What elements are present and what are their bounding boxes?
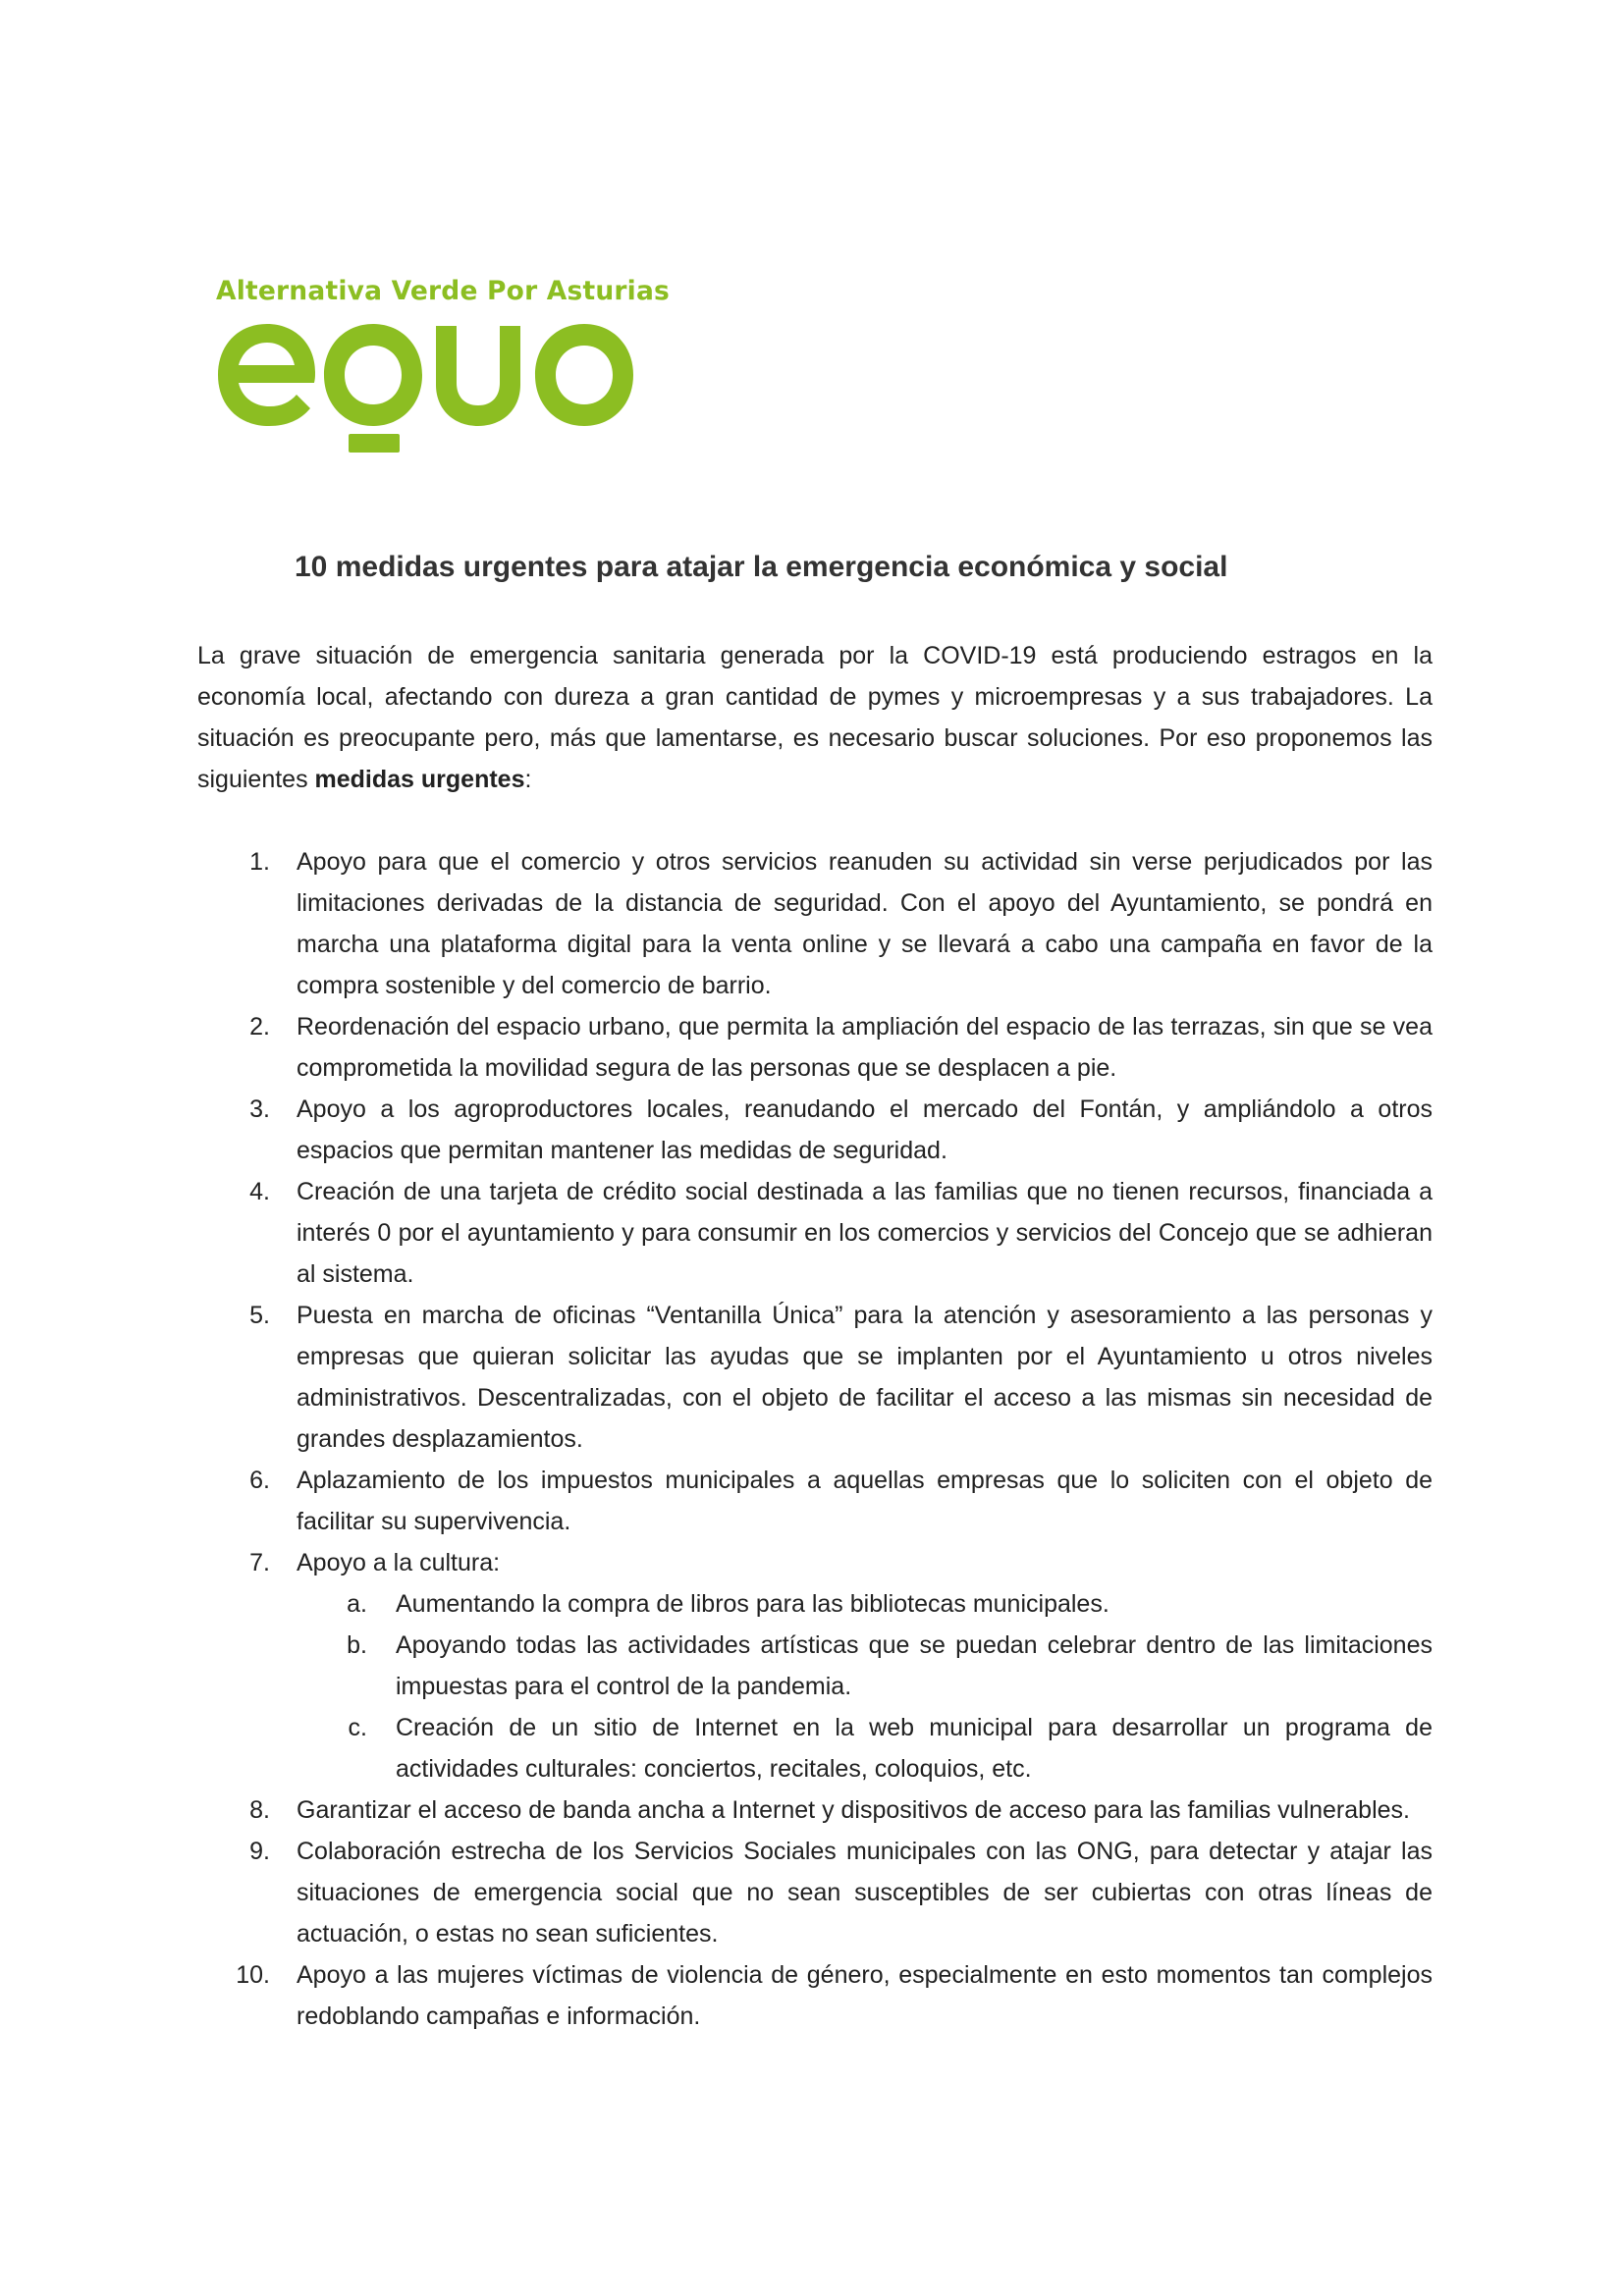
measure-item [197,1789,1433,1831]
measure-text: Apoyo a las mujeres víctimas de violencia de género, especialmente en esto momentos tan complejos redoblando campañas e información. [297,1961,1433,2030]
measure-number: 6. [249,1467,270,1494]
intro-text: La grave situación de emergencia sanitaria generada por la COVID-19 está produciendo estragos en la economía local, afectando con dureza a gran cantidad de pymes y microempresas y a sus trabajadores. La situación es preocupante pero, más que lamentarse, es necesario buscar soluciones. Por eso proponemos las siguientes [197,642,1433,793]
measure-number: 10. [236,1961,270,1989]
measure-number: 3. [249,1095,270,1123]
sub-measure-item [297,1625,1433,1707]
measure-item [197,1171,1433,1295]
measure-text: Apoyo para que el comercio y otros servicios reanuden su actividad sin verse perjudicados por las limitaciones derivadas de la distancia de seguridad. Con el apoyo del Ayuntamiento, se pondrá en marcha una plataforma digital para la venta online y se llevará a cabo una campaña en favor de la compra sostenible y del comercio de barrio. [297,848,1433,999]
measure-number: 2. [249,1013,270,1041]
sub-measure-letter: c. [348,1714,367,1741]
measure-number: 1. [249,848,270,876]
sub-measures-list [297,1583,1433,1789]
sub-measure-text: Aumentando la compra de libros para las bibliotecas municipales. [396,1590,1109,1618]
measure-number: 5. [249,1302,270,1329]
measure-item [197,1006,1433,1089]
sub-measure-text: Apoyando todas las actividades artísticas que se puedan celebrar dentro de las limitaciones impuestas para el control de la pandemia. [396,1631,1433,1700]
measure-item [197,1460,1433,1542]
intro-bold-phrase: medidas urgentes [314,766,525,793]
measure-text: Aplazamiento de los impuestos municipales a aquellas empresas que lo soliciten con el objeto de facilitar su supervivencia. [297,1467,1433,1535]
intro-end: : [524,766,532,793]
measure-number: 7. [249,1549,270,1576]
measure-item [197,1954,1433,2037]
measure-text: Colaboración estrecha de los Servicios Sociales municipales con las ONG, para detectar y atajar las situaciones de emergencia social que no sean susceptibles de ser cubiertas con otras líneas de actuación, o estas no sean suficientes. [297,1838,1433,1948]
measure-item [197,1089,1433,1171]
measure-text: Apoyo a los agroproductores locales, reanudando el mercado del Fontán, y ampliándolo a otros espacios que permitan mantener las medidas de seguridad. [297,1095,1433,1164]
measure-number: 4. [249,1178,270,1205]
sub-measure-letter: a. [347,1590,367,1618]
measure-text: Creación de una tarjeta de crédito social destinada a las familias que no tienen recursos, financiada a interés 0 por el ayuntamiento y para consumir en los comercios y servicios del Concejo que se adhieran al sistema. [297,1178,1433,1288]
equo-wordmark-logo [216,306,638,463]
measure-text: Puesta en marcha de oficinas “Ventanilla Única” para la atención y asesoramiento a las personas y empresas que quieran solicitar las ayudas que se implanten por el Ayuntamiento u otros niveles administrativos. Descentralizadas, con el objeto de facilitar el acceso a las mismas sin necesidad de grandes desplazamientos. [297,1302,1433,1453]
logo-tagline: Alternativa Verde Por Asturias [216,276,670,306]
sub-measure-item [297,1583,1433,1625]
measure-item [197,1542,1433,1789]
sub-measure-item [297,1707,1433,1789]
measures-list [197,841,1433,2037]
measure-text: Apoyo a la cultura: [297,1549,501,1576]
measure-text: Reordenación del espacio urbano, que permita la ampliación del espacio de las terrazas, sin que se vea comprometida la movilidad segura de las personas que se desplacen a pie. [297,1013,1433,1082]
sub-measure-text: Creación de un sitio de Internet en la web municipal para desarrollar un programa de actividades culturales: conciertos, recitales, coloquios, etc. [396,1714,1433,1783]
intro-paragraph [197,635,1433,800]
measure-text: Garantizar el acceso de banda ancha a Internet y dispositivos de acceso para las familias vulnerables. [297,1796,1410,1824]
sub-measure-letter: b. [347,1631,367,1659]
document-title: 10 medidas urgentes para atajar la emergencia económica y social [295,551,1228,583]
measure-item [197,1831,1433,1954]
measure-number: 9. [249,1838,270,1865]
equo-logo [216,276,670,463]
measure-number: 8. [249,1796,270,1824]
measure-item [197,841,1433,1006]
measure-item [197,1295,1433,1460]
